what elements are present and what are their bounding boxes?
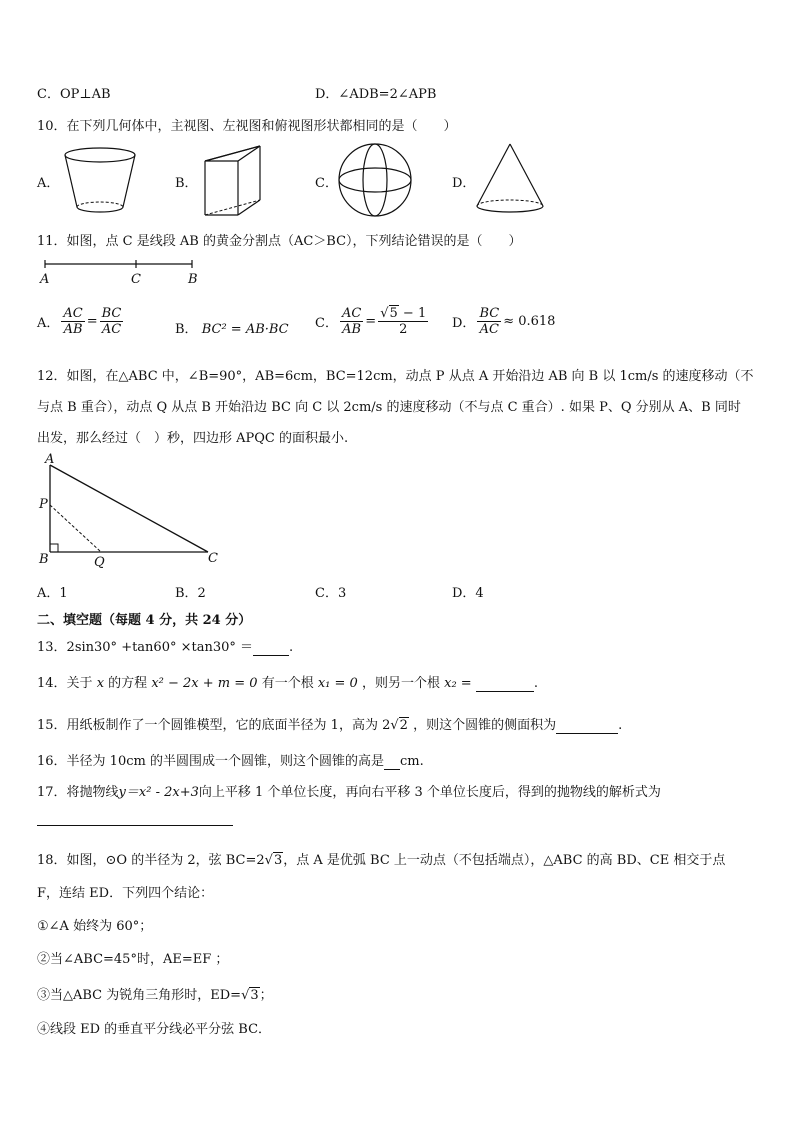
q10-option-c-label: C． <box>315 176 338 191</box>
radicand: 3 <box>250 988 259 1003</box>
q17-text: 17．将抛物线 <box>37 785 119 800</box>
q14-root2: x₂ = <box>444 676 472 691</box>
q14-answer-blank <box>476 676 534 692</box>
radicand: 3 <box>273 853 283 868</box>
frac-numerator: BC <box>479 306 500 321</box>
q12-stem-line1: 12．如图，在△ABC 中，∠B=90°，AB=6cm，BC=12cm，动点 P 从点 A 开始沿边 AB 向 B 以 1cm/s 的速度移动（不 <box>37 369 754 384</box>
q10-sphere-figure <box>337 143 417 219</box>
frac-denominator: AC <box>101 322 122 337</box>
q11-stem: 11．如图，点 C 是线段 AB 的黄金分割点（AC＞BC），下列结论错误的是（ ） <box>37 234 522 249</box>
radicand: 5 <box>389 306 398 321</box>
radicand: 2 <box>399 718 408 733</box>
q9-option-c: C．OP⊥AB <box>37 87 111 102</box>
q14-prefix: 14．关于 <box>37 676 93 691</box>
q17 <box>37 781 661 800</box>
frac-denominator: 2 <box>399 322 408 337</box>
q13 <box>37 636 293 656</box>
q11-option-d-label: D． <box>452 316 476 331</box>
sqrt-sign: √ <box>241 988 250 1003</box>
q13-answer-blank <box>253 640 289 656</box>
q17-answer-blank <box>37 825 233 826</box>
q18-conclusion-3-text: ③当△ABC 为锐角三角形时，ED= <box>37 988 242 1003</box>
q17-expression: y＝x² - 2x+3 <box>118 785 199 800</box>
frac-numerator: BC <box>101 306 122 321</box>
q14-equation: x² − 2x + m = 0 <box>151 676 258 691</box>
frac-denominator: AC <box>479 322 499 337</box>
q11-option-a <box>37 306 125 337</box>
q11-option-b <box>175 318 289 337</box>
q12-option-b: B．2 <box>175 586 206 601</box>
q11-option-b-expression: BC² = AB·BC <box>201 322 289 337</box>
q10-prism-figure <box>200 143 270 219</box>
q12-label-q: Q <box>94 555 105 570</box>
q11-option-d <box>452 306 555 337</box>
frac-denominator: AB <box>342 322 362 337</box>
q15 <box>37 714 622 734</box>
q12-triangle-figure <box>40 455 230 575</box>
q16-answer-blank <box>384 754 400 770</box>
q18-text2: ，点 A 是优弧 BC 上一动点（不包括端点），△ABC 的高 BD、CE 相交于点 <box>283 853 726 868</box>
q15-coefficient: 2 <box>382 718 391 733</box>
q14-text2: 有一个根 <box>261 676 314 691</box>
q11-option-a-frac1 <box>61 306 84 337</box>
q11-option-c <box>315 306 430 337</box>
q14-variable: x <box>96 676 105 691</box>
q15-answer-blank <box>556 718 618 734</box>
equals-sign: = <box>365 314 377 329</box>
q12-option-d: D．4 <box>452 586 484 601</box>
q12-label-b: B <box>39 552 49 567</box>
q18-conclusion-4: ④线段 ED 的垂直平分线必平分弦 BC． <box>37 1022 272 1037</box>
q10-option-d-label: D． <box>452 176 476 191</box>
q10-option-a-label: A． <box>37 176 60 191</box>
q11-option-c-frac1 <box>340 306 363 337</box>
q9-option-d: D．∠ADB=2∠APB <box>315 87 437 102</box>
q14-text3: ，则另一个根 <box>361 676 440 691</box>
q18-conclusion-1: ①∠A 始终为 60°； <box>37 919 153 934</box>
q12-option-a: A．1 <box>37 586 68 601</box>
sqrt-sign: √ <box>264 853 273 868</box>
q14 <box>37 672 538 692</box>
q13-end: . <box>289 640 294 655</box>
q11-option-d-frac <box>477 306 501 337</box>
q10-cone-figure <box>474 142 549 216</box>
q16-text: 16．半径为 10cm 的半圆围成一个圆锥，则这个圆锥的高是 <box>37 754 384 769</box>
q13-text: 13．2sin30° +tan60° ×tan30° ＝ <box>37 640 254 655</box>
q12-label-a: A <box>45 452 55 467</box>
q12-option-c: C．3 <box>315 586 347 601</box>
q11-label-b: B <box>188 272 198 287</box>
q15-end: . <box>618 718 623 733</box>
q18-line1 <box>37 849 725 868</box>
q16-text2: cm. <box>399 754 424 769</box>
q12-stem-line3: 出发，那么经过（ ）秒，四边形 APQC 的面积最小. <box>37 431 349 446</box>
q15-text: 15．用纸板制作了一个圆锥模型，它的底面半径为 1，高为 <box>37 718 378 733</box>
q12-label-c: C <box>208 551 218 566</box>
q18-conclusion-3-end: ； <box>259 988 273 1003</box>
q16 <box>37 750 424 770</box>
q11-label-c: C <box>131 272 141 287</box>
q10-option-b-label: B． <box>175 176 198 191</box>
q12-label-p: P <box>39 497 48 512</box>
q14-text: 的方程 <box>108 676 148 691</box>
q18-conclusion-3 <box>37 984 273 1003</box>
q18-conclusion-2: ②当∠ABC=45°时，AE=EF ； <box>37 952 229 967</box>
q14-end: . <box>533 676 538 691</box>
frac-numerator: AC <box>63 306 83 321</box>
frac-denominator: AB <box>63 322 83 337</box>
q14-root1: x₁ = 0 <box>317 676 358 691</box>
q10-stem: 10．在下列几何体中，主视图、左视图和俯视图形状都相同的是（ ） <box>37 119 457 134</box>
equals-sign: = <box>86 314 98 329</box>
q18-line2: F，连结 ED．下列四个结论： <box>37 886 214 901</box>
frac-numerator: AC <box>341 306 362 321</box>
q17-text2: 向上平移 1 个单位长度，再向右平移 3 个单位长度后，得到的抛物线的解析式为 <box>198 785 661 800</box>
q11-option-c-frac2 <box>378 306 428 337</box>
minus-term: − 1 <box>398 306 427 321</box>
q10-cup-figure <box>62 145 142 217</box>
q12-stem-line2: 与点 B 重合），动点 Q 从点 B 开始沿边 BC 向 C 以 2cm/s 的速度移动（不与点 C 重合）. 如果 P、Q 分别从 A、B 同时 <box>37 400 741 415</box>
q11-segment-figure <box>40 258 200 288</box>
q11-label-a: A <box>40 272 50 287</box>
q18-text: 18．如图，⊙O 的半径为 2，弦 BC=2 <box>37 853 265 868</box>
q11-option-a-frac2 <box>100 306 124 337</box>
section-title: 二、填空题（每题 4 分，共 24 分） <box>37 613 252 628</box>
approx-value: ≈ 0.618 <box>503 314 556 329</box>
q11-option-c-label: C． <box>315 316 338 331</box>
q11-option-b-label: B． <box>175 322 198 337</box>
sqrt-sign: √ <box>390 718 399 733</box>
q11-option-a-label: A． <box>37 316 60 331</box>
q15-text2: ，则这个圆锥的侧面积为 <box>413 718 557 733</box>
frac-numerator: √5 − 1 <box>380 306 427 321</box>
